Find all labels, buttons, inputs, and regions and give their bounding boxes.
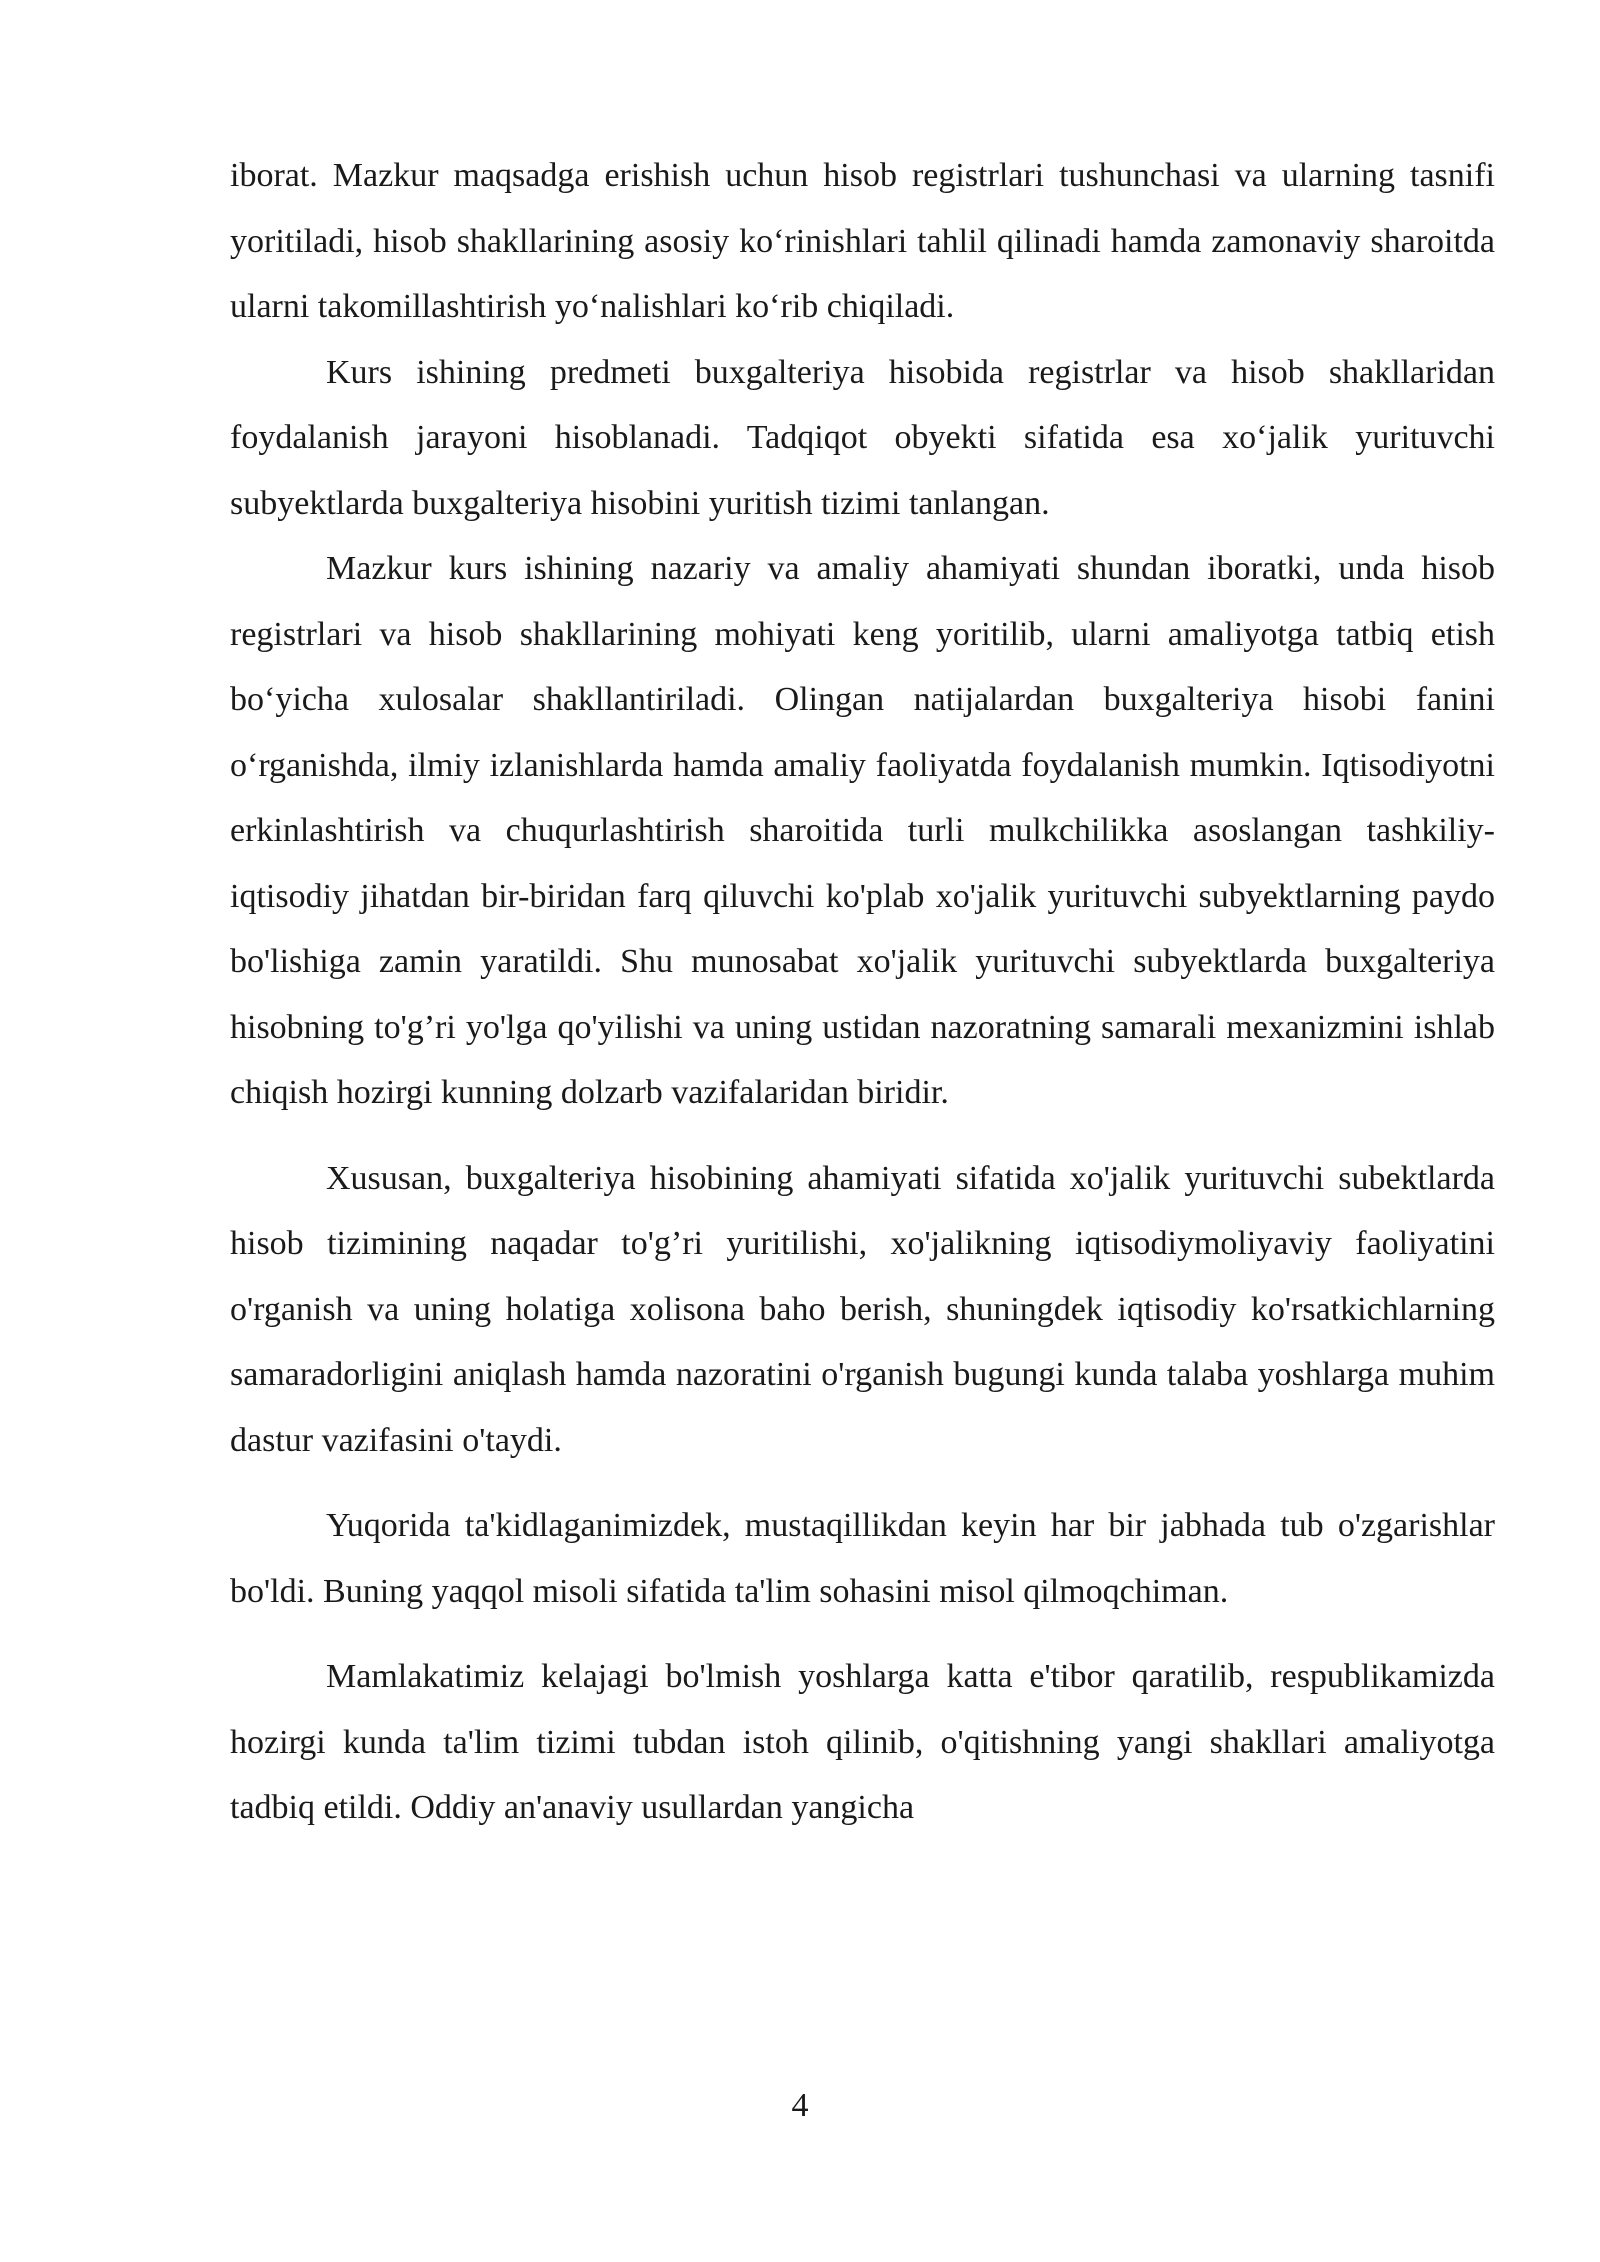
- paragraph-6: Mamlakatimiz kelajagi bo'lmish yoshlarga katta e'tibor qaratilib, respublikamizda hozirgi kunda ta'lim tizimi tubdan istoh qilinib, o'qitishning yangi shakllari amaliyotga tadbiq etildi. Oddiy an'anaviy usullardan yangicha: [230, 1658, 1495, 1826]
- paragraph-4: Xususan, buxgalteriya hisobining ahamiyati sifatida xo'jalik yurituvchi subektlarda hisob tizimining naqadar to'g’ri yuritilishi, xo'jalikning iqtisodiymoliyaviy faoliyatini o'rganish va uning holatiga xolisona baho berish, shuningdek iqtisodiy ko'rsatkichlarning samaradorligini aniqlash hamda nazoratini o'rganish bugungi kunda talaba yoshlarga muhim dastur vazifasini o'taydi.: [230, 1159, 1495, 1459]
- page-number: 4: [791, 2087, 809, 2124]
- paragraph-1: iborat. Mazkur maqsadga erishish uchun hisob registrlari tushunchasi va ularning tasnifi yoritiladi, hisob shakllarining asosiy ko‘rinishlari tahlil qilinadi hamda zamonaviy sharoitda ularni takomillashtirish yo‘nalishlari ko‘rib chiqiladi.: [230, 157, 1495, 325]
- paragraph-3: Mazkur kurs ishining nazariy va amaliy ahamiyati shundan iboratki, unda hisob registrlari va hisob shakllarining mohiyati keng yoritilib, ularni amaliyotga tatbiq etish bo‘yicha xulosalar shakllantiriladi. Olingan natijalardan buxgalteriya hisobi fanini o‘rganishda, ilmiy izlanishlarda hamda amaliy faoliyatda foydalanish mumkin. Iqtisodiyotni erkinlashtirish va chuqurlashtirish sharoitida turli mulkchilikka asoslangan tashkiliy-iqtisodiy jihatdan bir-biridan farq qiluvchi ko'plab xo'jalik yurituvchi subyektlarning paydo bo'lishiga zamin yaratildi. Shu munosabat xo'jalik yurituvchi subyektlarda buxgalteriya hisobning to'g’ri yo'lga qo'yilishi va uning ustidan nazoratning samarali mexanizmini ishlab chiqish hozirgi kunning dolzarb vazifalaridan biridir.: [230, 550, 1495, 1111]
- paragraph-5: Yuqorida ta'kidlaganimizdek, mustaqillikdan keyin har bir jabhada tub o'zgarishlar bo'ldi. Buning yaqqol misoli sifatida ta'lim sohasini misol qilmoqchiman.: [230, 1507, 1495, 1610]
- body-text: [230, 143, 1495, 1841]
- paragraph-2: Kurs ishining predmeti buxgalteriya hisobida registrlar va hisob shakllaridan foydalanish jarayoni hisoblanadi. Tadqiqot obyekti sifatida esa xo‘jalik yurituvchi subyektlarda buxgalteriya hisobini yuritish tizimi tanlangan.: [230, 353, 1495, 522]
